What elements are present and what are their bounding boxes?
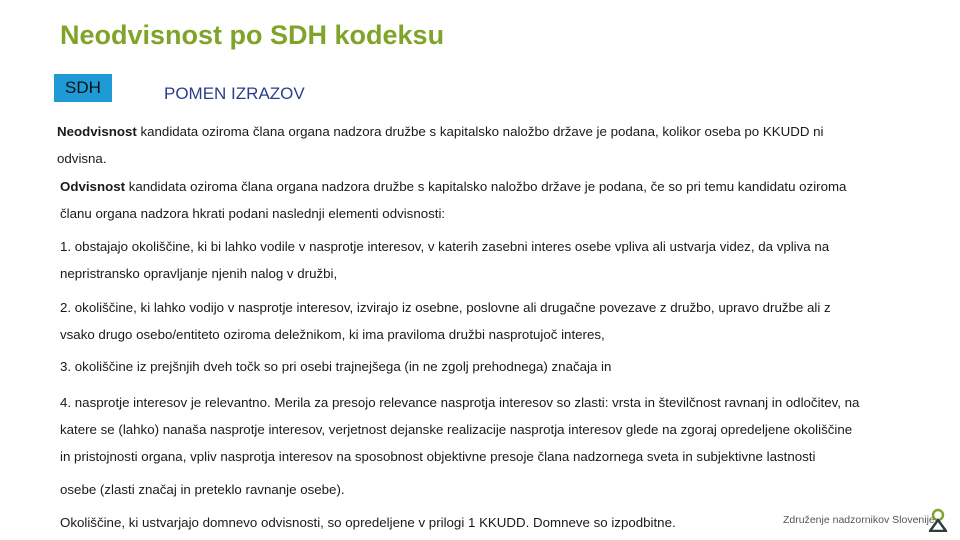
list-item-text: katere se (lahko) nanaša nasprotje interesov, verjetnost dejanske realizacije nasprotja interesov glede na zgoraj opredeljene okoliščine [60,422,853,437]
paragraph-text: Okoliščine, ki ustvarjajo domnevo odvisnosti, so opredeljene v prilogi 1 KKUDD. Domneve so izpodbitne. [60,515,676,530]
list-item-1 [60,233,829,287]
list-item-text: 3. okoliščine iz prejšnjih dveh točk so pri osebi trajnejšega (in ne zgolj prehodnega) značaja in [60,359,612,374]
list-item-3 [60,353,611,380]
list-item-text: vsako drugo osebo/entiteto oziroma deležnikom, ki ima praviloma družbi nasprotujoč interes, [60,327,605,342]
list-item-4-continuation [60,476,345,503]
list-item-text: 1. obstajajo okoliščine, ki bi lahko vodile v nasprotje interesov, v katerih zasebni interes osebe vpliva ali ustvarja videz, da vpliva na [60,239,830,254]
page-title: Neodvisnost po SDH kodeksu [60,20,445,50]
paragraph-text: članu organa nadzora hkrati podani naslednji elementi odvisnosti: [60,206,446,221]
paragraph-neodvisnost [57,118,823,172]
list-item-text: osebe (zlasti značaj in preteklo ravnanje osebe). [60,482,345,497]
list-item-text: nepristransko opravljanje njenih nalog v družbi, [60,266,338,281]
section-subtitle: POMEN IZRAZOV [164,84,305,103]
paragraph-odvisnost [60,173,846,227]
list-item-text: 2. okoliščine, ki lahko vodijo v nasprotje interesov, izvirajo iz osebne, poslovne ali drugačne povezave z družbo, upravo družbe ali z [60,300,831,315]
closing-paragraph [60,509,676,536]
paragraph-text: odvisna. [57,151,107,166]
list-item-text: in pristojnosti organa, vpliv nasprotja interesov na sposobnost objektivne presoje člana nadzornega sveta in subjektivne lastnosti [60,449,816,464]
term-odvisnost: Odvisnost [60,179,126,194]
organization-name: Združenje nadzornikov Slovenije [783,514,935,526]
paragraph-text: kandidata oziroma člana organa nadzora družbe s kapitalsko naložbo države je podana, če so pri temu kandidatu oziroma [125,179,847,194]
list-item-text: 4. nasprotje interesov je relevantno. Merila za presojo relevance nasprotja interesov so zlasti: vrsta in številčnost ravnanj in odločitev, na [60,395,860,410]
zns-logo-icon [928,508,948,532]
paragraph-text: kandidata oziroma člana organa nadzora družbe s kapitalsko naložbo države je podana, kolikor oseba po KKUDD ni [136,124,824,139]
term-neodvisnost: Neodvisnost [57,124,137,139]
list-item-2 [60,294,831,348]
list-item-4 [60,389,859,470]
sdh-badge: SDH [54,74,112,102]
